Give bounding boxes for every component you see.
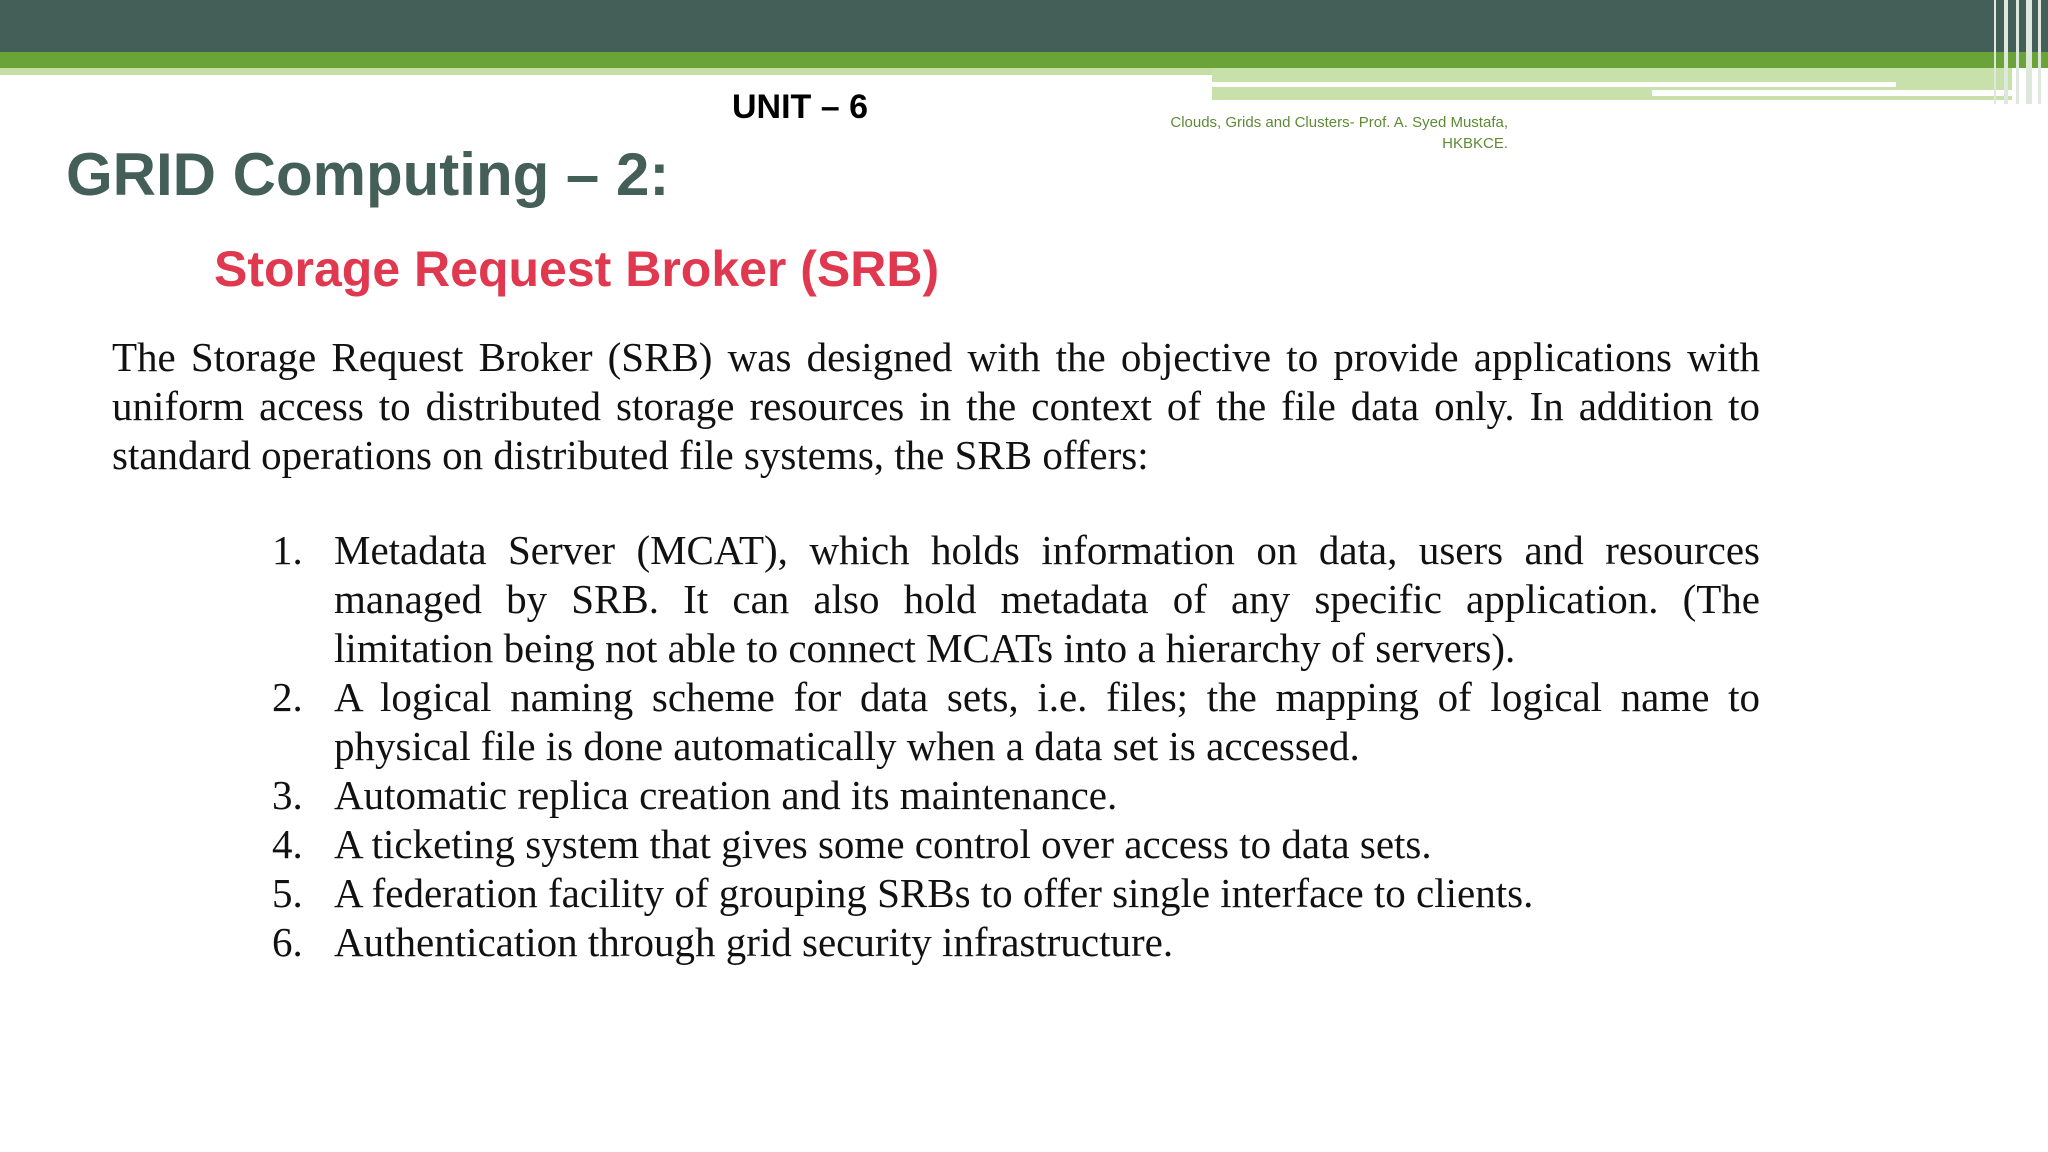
list-item xyxy=(112,771,1760,820)
intro-paragraph: The Storage Request Broker (SRB) was designed with the objective to provide applications with uniform access to distributed storage resources in the context of the file data only. In addition to standard operations on distributed file systems, the SRB offers: xyxy=(112,334,1760,478)
list-item xyxy=(112,673,1760,771)
header-decoration-lines xyxy=(1988,0,2048,104)
list-item-text: Authentication through grid security infrastructure. xyxy=(334,919,1174,965)
srb-offers-list xyxy=(112,526,1760,967)
list-item-text: A federation facility of grouping SRBs to offer single interface to clients. xyxy=(334,870,1534,916)
credit-line-2: HKBKCE. xyxy=(1442,135,1508,152)
list-item-number: 4. xyxy=(272,821,303,867)
slide-title: GRID Computing – 2: xyxy=(66,141,670,208)
list-item-number: 5. xyxy=(272,870,303,916)
header-bar xyxy=(0,0,2048,52)
credit-line-1: Clouds, Grids and Clusters- Prof. A. Syed Mustafa, xyxy=(1170,114,1508,131)
list-item-text: Metadata Server (MCAT), which holds information on data, users and resources managed by SRB. It can also hold metadata of any specific application. (The limitation being not able to connect MCATs into a hierarchy of servers). xyxy=(334,527,1760,671)
header-stripe-right-lower xyxy=(1212,90,1652,100)
list-item-text: A logical naming scheme for data sets, i.e. files; the mapping of logical name to physical file is done automatically when a data set is accessed. xyxy=(334,674,1760,769)
list-item-text: A ticketing system that gives some control over access to data sets. xyxy=(334,821,1432,867)
header-accent-band xyxy=(0,52,2048,68)
list-item xyxy=(112,526,1760,673)
unit-label: UNIT – 6 xyxy=(732,88,869,126)
header-stripe-gap xyxy=(1212,82,1896,87)
list-item-number: 3. xyxy=(272,772,303,818)
section-heading: Storage Request Broker (SRB) xyxy=(214,241,940,297)
list-item-number: 2. xyxy=(272,674,303,720)
author-credit xyxy=(1100,112,1508,154)
list-item xyxy=(112,869,1760,918)
list-item xyxy=(112,918,1760,967)
list-item xyxy=(112,820,1760,869)
list-item-number: 1. xyxy=(272,527,303,573)
list-item-text: Automatic replica creation and its maintenance. xyxy=(334,772,1118,818)
slide-content xyxy=(112,333,1760,967)
header-stripe-left xyxy=(0,68,1212,75)
list-item-number: 6. xyxy=(272,919,303,965)
header-stripe-right-tail xyxy=(1652,96,2012,100)
